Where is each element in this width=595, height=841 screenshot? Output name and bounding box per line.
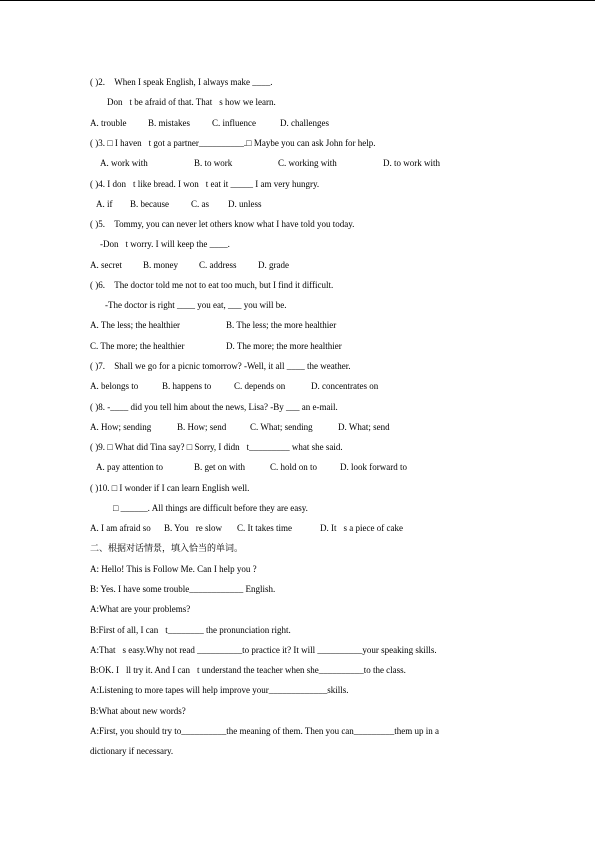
option-c: C. working with [278, 158, 337, 168]
option-d: D. The more; the more healthier [226, 341, 342, 351]
option-c: C. The more; the healthier [90, 341, 185, 351]
section-2-heading-text: 二、根据对话情景，填入恰当的单词。 [90, 543, 244, 553]
dialogue-line-text: B:First of all, I can t________ the pronunciation right. [90, 625, 291, 635]
option-a: A. I am afraid so [90, 523, 151, 533]
option-c: C. depends on [234, 381, 286, 391]
option-b: B. get on with [194, 462, 245, 472]
option-a: A. How; sending [90, 422, 152, 432]
dialogue-line-text: A:What are your problems? [90, 604, 191, 614]
option-c: C. address [199, 260, 237, 270]
option-a: A. trouble [90, 118, 127, 128]
option-d: D. It s a piece of cake [320, 523, 403, 533]
option-a: A. belongs to [90, 381, 139, 391]
option-a: A. secret [90, 260, 122, 270]
question-4-text: ( )4. I don t like bread. I won t eat it _____ I am very hungry. [90, 179, 320, 189]
dialogue-line-text: dictionary if necessary. [90, 746, 174, 756]
question-3-text: ( )3. □ I haven t got a partner__________.□ Maybe you can ask John for help. [90, 138, 376, 148]
question-7-text: ( )7.  Shall we go for a picnic tomorrow? -Well, it all ____ the weather. [90, 361, 351, 371]
option-a: A. if [96, 199, 113, 209]
question-10-text: ( )10. □ I wonder if I can learn English well. [90, 483, 250, 493]
option-b: B. mistakes [148, 118, 190, 128]
option-c: C. influence [212, 118, 256, 128]
question-2-text: ( )2.  When I speak English, I always make ____. [90, 77, 273, 87]
option-b: B. to work [194, 158, 233, 168]
option-c: C. What; sending [250, 422, 313, 432]
question-10-reply-text: □ ______. All things are difficult before they are easy. [113, 503, 308, 513]
option-a: A. pay attention to [96, 462, 163, 472]
option-b: B. money [143, 260, 178, 270]
option-a: A. The less; the healthier [90, 320, 181, 330]
question-5-text: ( )5.  Tommy, you can never let others know what I have told you today. [90, 219, 355, 229]
dialogue-line-text: B:What about new words? [90, 706, 186, 716]
option-a: A. work with [100, 158, 148, 168]
option-c: C. as [191, 199, 209, 209]
dialogue-line-text: A:First, you should try to__________the meaning of them. Then you can_________them up in a [90, 726, 440, 736]
option-d: D. What; send [338, 422, 390, 432]
option-b: B. How; send [177, 422, 227, 432]
option-d: D. concentrates on [311, 381, 379, 391]
option-c: C. It takes time [237, 523, 292, 533]
option-b: B. The less; the more healthier [226, 320, 337, 330]
option-d: D. to work with [383, 158, 440, 168]
question-2-reply-text:  Don t be afraid of that. That s how we learn. [100, 97, 276, 107]
question-9-text: ( )9. □ What did Tina say? □ Sorry, I didn t_________ what she said. [90, 442, 343, 452]
option-d: D. look forward to [340, 462, 407, 472]
option-d: D. challenges [280, 118, 329, 128]
question-6-reply-text: -The doctor is right ____ you eat, ___ you will be. [105, 300, 287, 310]
dialogue-line-text: A:That s easy.Why not read __________to practice it? It will __________your speaking skills. [90, 645, 437, 655]
dialogue-line-text: B: Yes. I have some trouble____________ English. [90, 584, 276, 594]
option-b: B. You re slow [164, 523, 223, 533]
option-d: D. grade [258, 260, 289, 270]
option-b: B. because [130, 199, 169, 209]
question-6-text: ( )6.  The doctor told me not to eat too much, but I find it difficult. [90, 280, 334, 290]
question-5-reply-text: -Don t worry. I will keep the ____. [100, 239, 230, 249]
dialogue-line-text: A: Hello! This is Follow Me. Can I help you ? [90, 564, 257, 574]
option-c: C. hold on to [270, 462, 318, 472]
option-b: B. happens to [162, 381, 212, 391]
top-border-line [0, 0, 595, 1]
option-d: D. unless [228, 199, 262, 209]
question-8-text: ( )8. -____ did you tell him about the news, Lisa? -By ___ an e-mail. [90, 402, 338, 412]
dialogue-line-text: B:OK. I ll try it. And I can t understand the teacher when she__________to the class. [90, 665, 406, 675]
dialogue-line-text: A:Listening to more tapes will help improve your_____________skills. [90, 685, 349, 695]
